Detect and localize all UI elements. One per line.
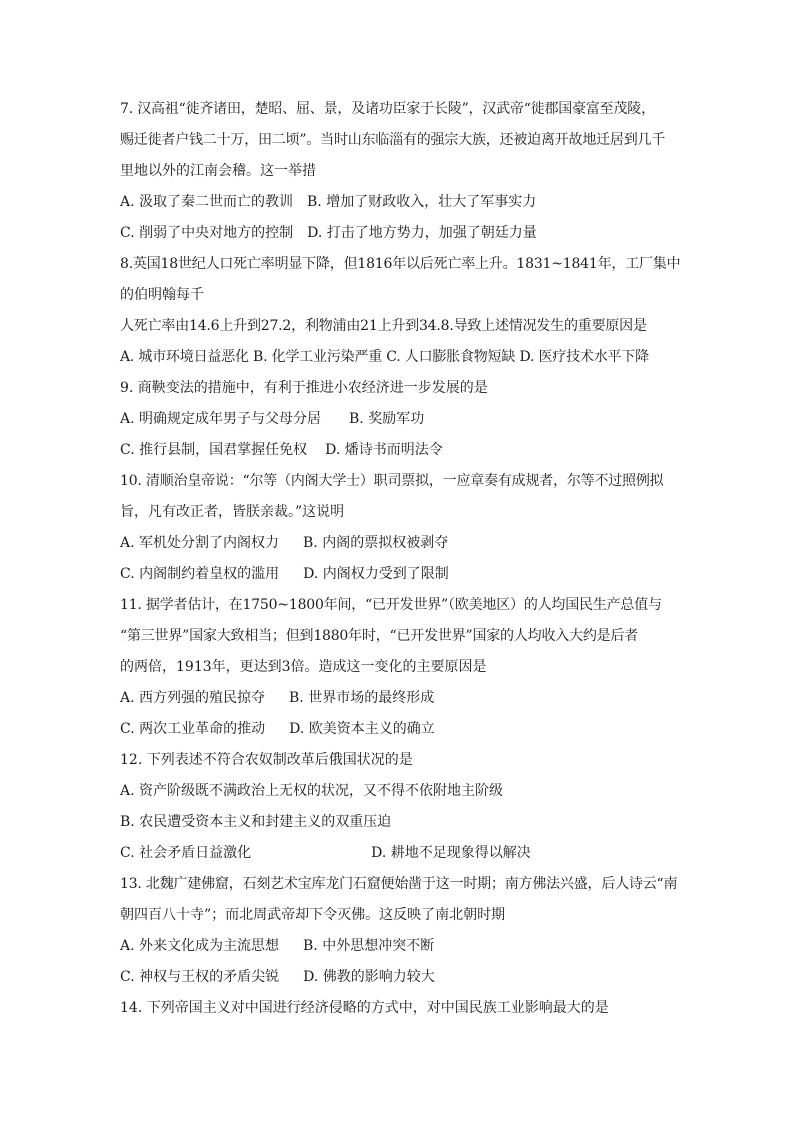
- question-11-options-row-1: [120, 687, 690, 718]
- question-14-stem: 14. 下列帝国主义对中国进行经济侵略的方式中，对中国民族工业影响最大的是: [120, 1000, 609, 1016]
- question-7-options-row-2: [120, 222, 690, 253]
- question-11-stem-line-1: 11. 据学者估计，在1750~1800年间，“已开发世界”（欧美地区）的人均国民生产总值与: [120, 597, 662, 613]
- question-9-options-row-2: [120, 439, 690, 470]
- option-b: B. 农民遭受资本主义和封建主义的双重压迫: [120, 814, 392, 830]
- option-a: A. 明确规定成年男子与父母分居: [120, 411, 322, 427]
- question-13: [120, 873, 690, 997]
- question-11-stem-line-2: “第三世界”国家大致相当；但到1880年时，“已开发世界”国家的人均收入大约是后者: [120, 628, 639, 644]
- question-10-stem-line-2: 旨，凡有改正者，皆朕亲裁。”这说明: [120, 504, 345, 520]
- question-10-options-row-2: [120, 563, 690, 594]
- option-c: C. 神权与王权的矛盾尖锐: [120, 969, 280, 985]
- question-9-stem: 9. 商鞅变法的措施中，有利于推进小农经济进一步发展的是: [120, 380, 488, 396]
- question-10-stem-line-1: 10. 清顺治皇帝说：“尔等（内阁大学士）职司票拟，一应章奏有成规者，尔等不过照例拟: [120, 473, 664, 489]
- question-13-stem-line-2: 朝四百八十寺”；而北周武帝却下令灭佛。这反映了南北朝时期: [120, 907, 506, 923]
- question-11: [120, 594, 690, 749]
- question-13-stem-line-1: 13. 北魏广建佛窟，石刻艺术宝库龙门石窟便始凿于这一时期；南方佛法兴盛，后人诗云“南: [120, 876, 678, 892]
- option-c: C. 两次工业革命的推动: [120, 721, 266, 737]
- question-8-stem-line-3: 人死亡率由14.6上升到27.2，利物浦由21上升到34.8.导致上述情况发生的重要原因是: [120, 318, 647, 334]
- option-c: C. 社会矛盾日益激化: [120, 845, 252, 861]
- question-7-stem-line-2: 赐迁徙者户钱二十万，田二顷”。当时山东临淄有的强宗大族，还被迫离开故地迁居到几千: [120, 132, 666, 148]
- question-7-stem-line-3: 里地以外的江南会稽。这一举措: [120, 163, 316, 179]
- option-b: B. 内阁的票拟权被剥夺: [303, 535, 449, 551]
- question-7: [120, 98, 690, 253]
- option-a: A. 汲取了秦二世而亡的教训: [120, 194, 294, 210]
- question-13-options-row-2: [120, 966, 690, 997]
- question-12-options-row: [120, 842, 690, 873]
- option-b: B. 世界市场的最终形成: [289, 690, 435, 706]
- question-14: [120, 997, 690, 1028]
- question-11-stem-line-3: 的两倍，1913年，更达到3倍。造成这一变化的主要原因是: [120, 659, 487, 675]
- option-b: B. 增加了财政收入，壮大了军事实力: [307, 194, 537, 210]
- question-10-options-row-1: [120, 532, 690, 563]
- option-a: A. 西方列强的殖民掠夺: [120, 690, 266, 706]
- question-7-stem-line-1: 7. 汉高祖“徙齐诸田，楚昭、屈、景，及诸功臣家于长陵”，汉武帝“徙郡国豪富至茂陵，: [120, 101, 655, 117]
- question-9-options-row-1: [120, 408, 690, 439]
- option-a: A. 军机处分割了内阁权力: [120, 535, 280, 551]
- question-8: [120, 253, 690, 377]
- question-12: [120, 749, 690, 873]
- option-d: D. 耕地不足现象得以解决: [371, 845, 531, 861]
- question-8-stem-line-1: 8.英国18世纪人口死亡率明显下降，但1816年以后死亡率上升。1831~1841年，工厂集中: [120, 256, 681, 272]
- option-d: D. 内阁权力受到了限制: [303, 566, 449, 582]
- question-13-options-row-1: [120, 935, 690, 966]
- option-d: D. 打击了地方势力，加强了朝廷力量: [307, 225, 537, 241]
- option-a: A. 外来文化成为主流思想: [120, 938, 280, 954]
- option-d: D. 佛教的影响力较大: [303, 969, 435, 985]
- question-8-options: A. 城市环境日益恶化 B. 化学工业污染严重 C. 人口膨胀食物短缺 D. 医疗技术水平下降: [120, 349, 649, 365]
- question-12-stem: 12. 下列表述不符合农奴制改革后俄国状况的是: [120, 752, 413, 768]
- option-c: C. 推行县制，国君掌握任免权: [120, 442, 308, 458]
- exam-page: [120, 98, 690, 1028]
- option-d: D. 欧美资本主义的确立: [289, 721, 435, 737]
- option-d: D. 燔诗书而明法令: [325, 442, 443, 458]
- question-11-options-row-2: [120, 718, 690, 749]
- option-b: B. 奖励军功: [349, 411, 425, 427]
- question-7-options-row-1: [120, 191, 690, 222]
- option-c: C. 削弱了中央对地方的控制: [120, 225, 294, 241]
- option-b: B. 中外思想冲突不断: [303, 938, 435, 954]
- question-8-stem-line-2: 的伯明翰每千: [120, 287, 204, 303]
- question-9: [120, 377, 690, 470]
- option-a: A. 资产阶级既不满政治上无权的状况，又不得不依附地主阶级: [120, 783, 504, 799]
- option-c: C. 内阁制约着皇权的滥用: [120, 566, 280, 582]
- question-10: [120, 470, 690, 594]
